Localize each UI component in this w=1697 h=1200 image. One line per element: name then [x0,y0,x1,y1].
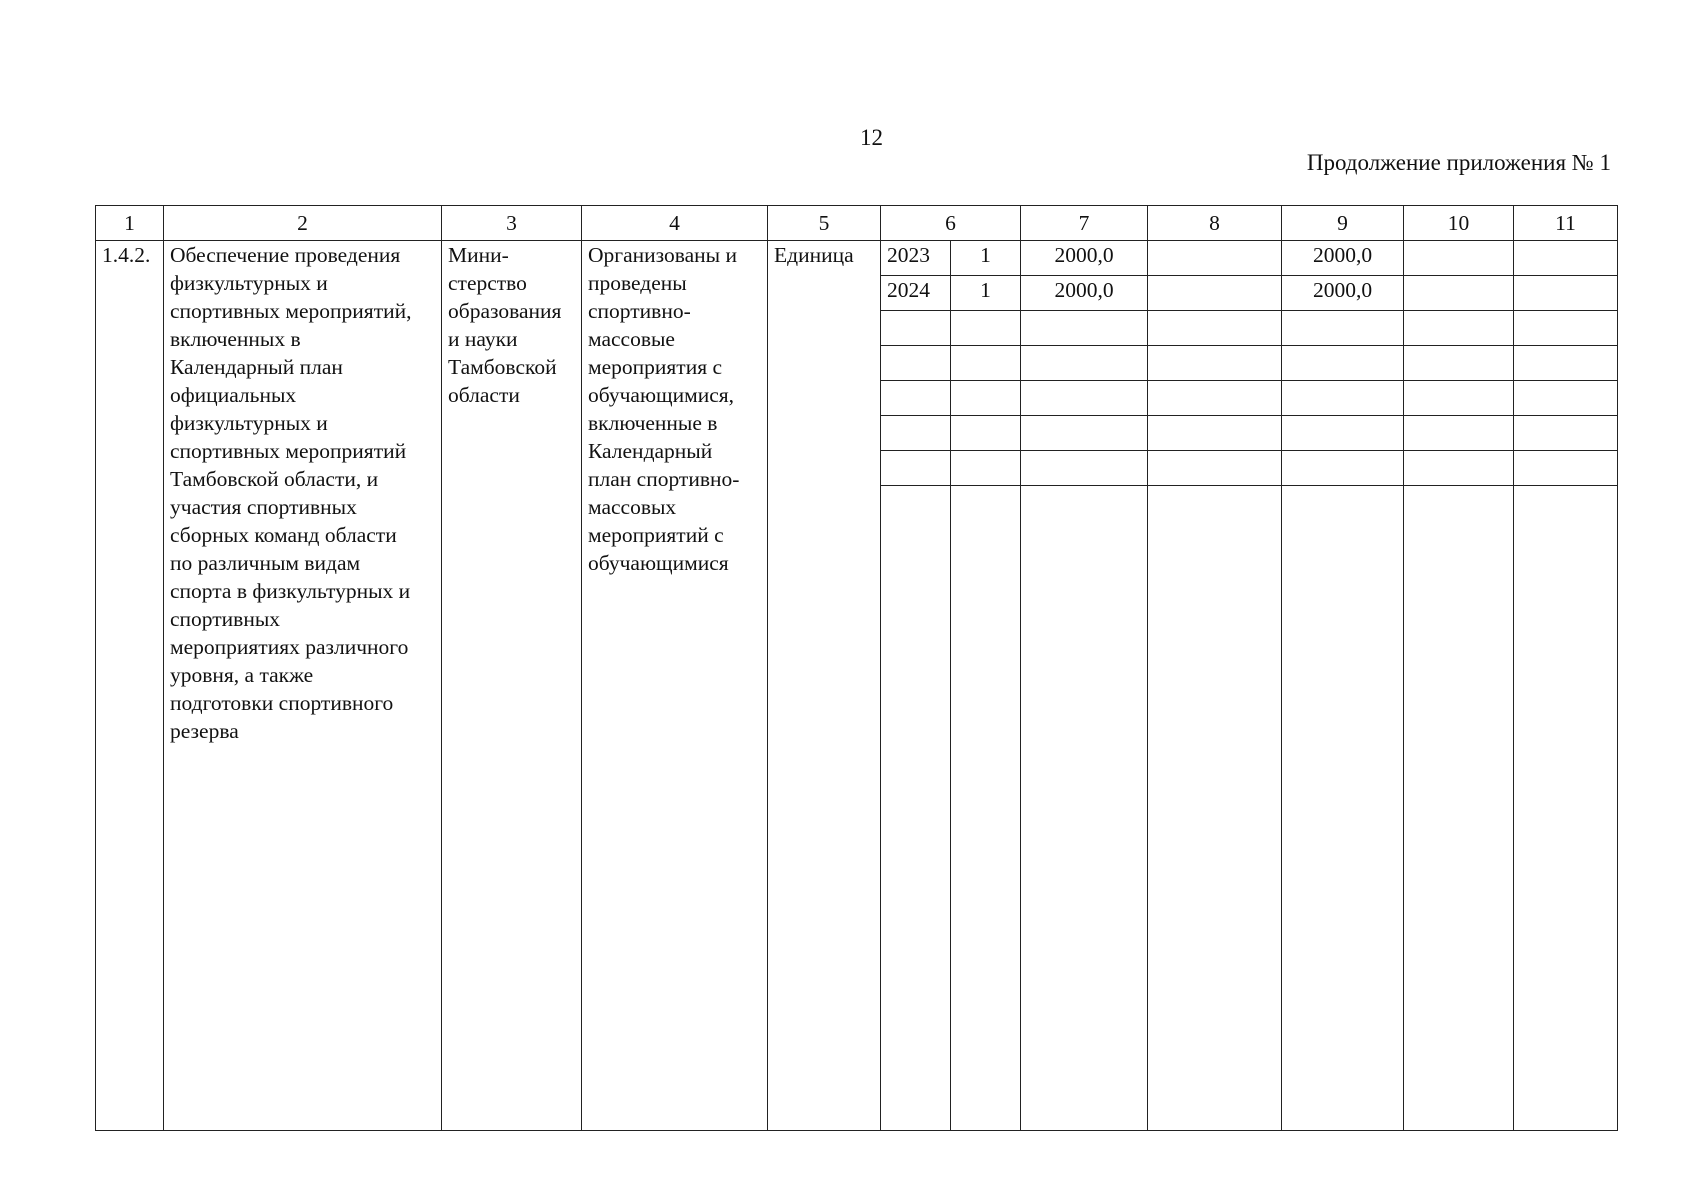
col7-cell: 2000,0 [1021,276,1148,311]
empty-cell [1404,381,1514,416]
empty-cell [1148,346,1282,381]
col11-cell [1514,276,1618,311]
empty-cell [1514,346,1618,381]
appendix-table [95,205,1618,1131]
empty-cell [881,311,951,346]
header-col-1: 1 [96,206,164,241]
empty-cell [1514,381,1618,416]
empty-cell [1282,311,1404,346]
year-cell: 2023 [881,241,951,276]
empty-cell [1514,416,1618,451]
empty-cell [1282,486,1404,1131]
count-cell: 1 [951,276,1021,311]
row-description: Обеспечение проведения физкультурных и спортивных мероприятий, включенных в Календарный план официальных физкультурных и спортивных мероприятий Тамбовской области, и участия спортивных сборных команд области по различным видам спорта в физкультурных и спортивных мероприятиях различного уровня, а также подготовки спортивного резерва [164,241,442,1131]
empty-cell [1148,311,1282,346]
row-unit: Единица [768,241,881,1131]
empty-cell [1148,416,1282,451]
empty-cell [1514,311,1618,346]
empty-cell [1148,486,1282,1131]
page-number: 12 [860,125,883,150]
col10-cell [1404,276,1514,311]
empty-cell [881,416,951,451]
empty-cell [1021,416,1148,451]
empty-cell [951,416,1021,451]
empty-cell [1404,416,1514,451]
year-cell: 2024 [881,276,951,311]
empty-cell [881,486,951,1131]
empty-cell [1282,451,1404,486]
header-col-7: 7 [1021,206,1148,241]
header-col-2: 2 [164,206,442,241]
empty-cell [1282,346,1404,381]
empty-cell [1404,311,1514,346]
empty-cell [951,381,1021,416]
empty-cell [1514,451,1618,486]
col9-cell: 2000,0 [1282,241,1404,276]
empty-cell [951,486,1021,1131]
empty-cell [951,311,1021,346]
empty-cell [1021,381,1148,416]
header-col-5: 5 [768,206,881,241]
empty-cell [1282,416,1404,451]
empty-cell [951,451,1021,486]
empty-cell [1282,381,1404,416]
row-responsible: Мини- стерство образования и науки Тамбовской области [442,241,582,1131]
header-col-9: 9 [1282,206,1404,241]
row-result: Организованы и проведены спортивно- массовые мероприятия с обучающимися, включенные в Календарный план спортивно- массовых мероприятий с обучающимися [582,241,768,1131]
empty-cell [1404,346,1514,381]
col9-cell: 2000,0 [1282,276,1404,311]
table-row [96,241,1618,276]
empty-cell [881,451,951,486]
header-col-6: 6 [881,206,1021,241]
empty-cell [1021,346,1148,381]
appendix-note: Продолжение приложения № 1 [1306,150,1611,175]
empty-cell [951,346,1021,381]
empty-cell [1404,451,1514,486]
empty-cell [881,346,951,381]
count-cell: 1 [951,241,1021,276]
row-code: 1.4.2. [96,241,164,1131]
header-col-8: 8 [1148,206,1282,241]
empty-cell [1021,486,1148,1131]
empty-cell [881,381,951,416]
col8-cell [1148,241,1282,276]
header-col-10: 10 [1404,206,1514,241]
header-col-11: 11 [1514,206,1618,241]
empty-cell [1148,451,1282,486]
col11-cell [1514,241,1618,276]
empty-cell [1148,381,1282,416]
empty-cell [1514,486,1618,1131]
empty-cell [1021,451,1148,486]
empty-cell [1021,311,1148,346]
header-row [96,206,1618,241]
col8-cell [1148,276,1282,311]
empty-cell [1404,486,1514,1131]
col7-cell: 2000,0 [1021,241,1148,276]
header-col-3: 3 [442,206,582,241]
header-col-4: 4 [582,206,768,241]
col10-cell [1404,241,1514,276]
